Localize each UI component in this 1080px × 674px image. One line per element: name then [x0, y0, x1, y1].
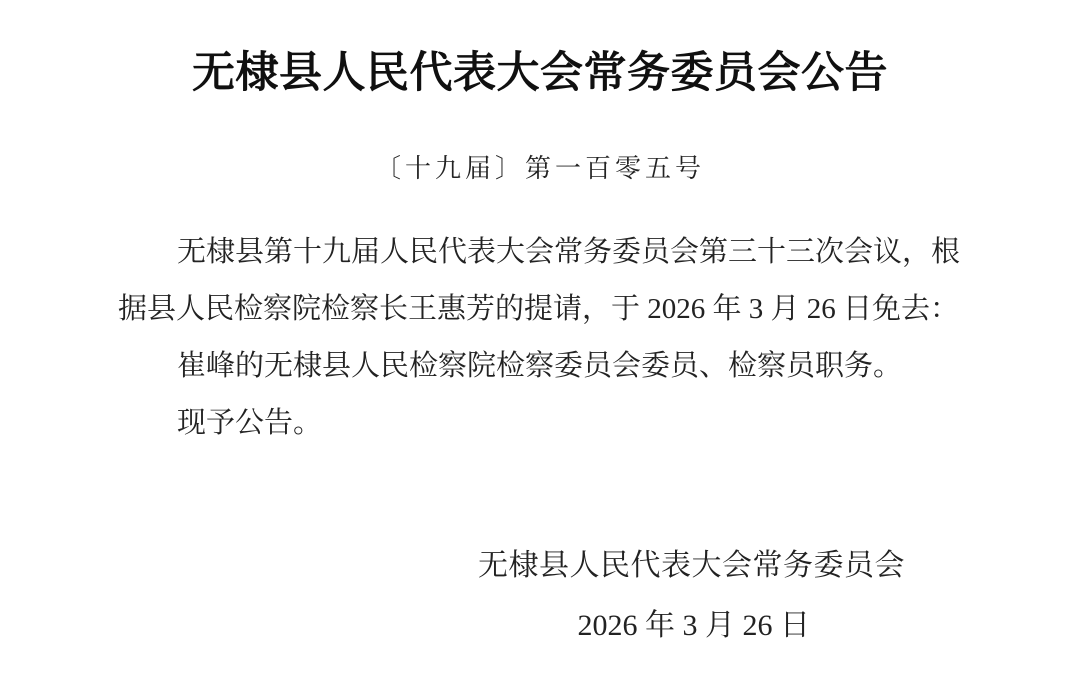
body-line-4: 现予公告。	[177, 407, 323, 439]
body-line-3: 崔峰的无棣县人民检察院检察委员会委员、检察员职务。	[177, 350, 903, 382]
document-body	[118, 224, 968, 452]
document-number: 〔十九届〕第一百零五号	[374, 154, 705, 183]
body-line-1: 无棣县第十九届人民代表大会常务委员会第三十三次会议，根	[177, 236, 961, 268]
issuer-signature: 无棣县人民代表大会常务委员会	[478, 549, 905, 582]
body-line-2: 据县人民检察院检察长王惠芳的提请，于 2026 年 3 月 26 日免去：	[118, 293, 960, 325]
issue-date: 2026 年 3 月 26 日	[577, 609, 810, 642]
document-title: 无棣县人民代表大会常务委员会公告	[192, 50, 888, 97]
